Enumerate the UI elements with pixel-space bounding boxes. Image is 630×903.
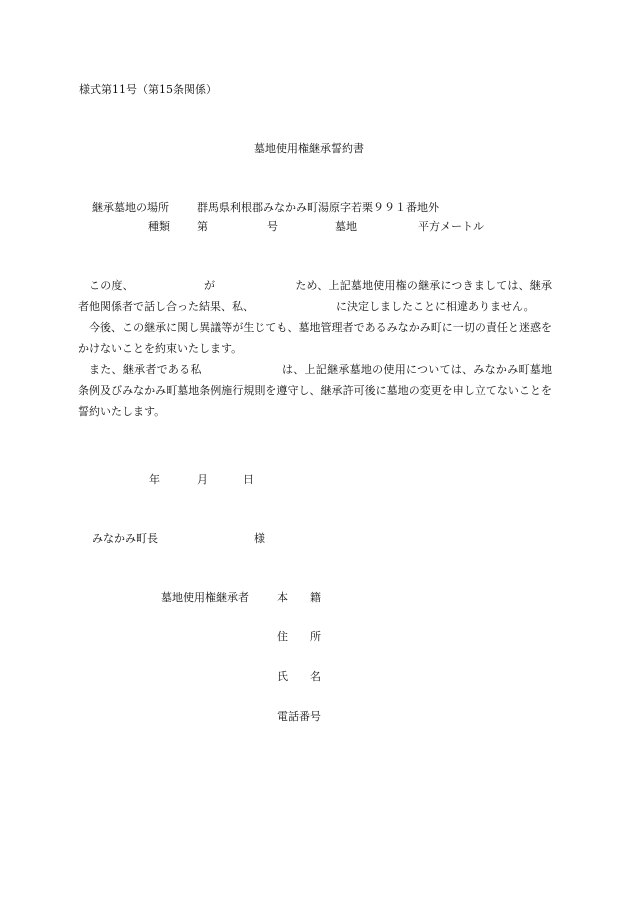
successor-label: 墓地使用権継承者	[161, 591, 249, 604]
plot-dai: 第	[197, 220, 208, 233]
field-denwa: 電話番号	[277, 710, 321, 723]
field-shimei: 氏 名	[277, 670, 321, 683]
document-title: 墓地使用権継承誓約書	[254, 142, 364, 155]
p1-part-a: この度、	[89, 279, 134, 292]
field-honseki: 本 籍	[277, 591, 321, 604]
addressee-name: みなかみ町長	[92, 532, 158, 545]
paragraph-3	[78, 359, 552, 422]
p1-part-c: ため、上記墓地使用権の継承につきましては、継承者他関係者で話し合った結果、私、	[78, 279, 552, 313]
form-label: 様式第11号（第15条関係）	[79, 83, 217, 96]
paragraph-1	[78, 275, 552, 317]
date-day: 日	[243, 473, 254, 486]
field-jusho: 住 所	[277, 630, 321, 643]
plot-bochi: 墓地	[335, 220, 357, 233]
p1-part-d: に決定しましたことに相違ありません。	[336, 300, 535, 313]
location-label: 継承墓地の場所	[92, 201, 169, 214]
p3-part-b: は、上記継承墓地の使用については、みなかみ町墓地条例及びみなかみ町墓地条例施行規則を遵守し、継承許可後に墓地の変更を申し立てないことを誓約いたします。	[78, 363, 553, 418]
addressee-honorific: 様	[254, 532, 265, 545]
date-year: 年	[149, 473, 160, 486]
body-text	[78, 275, 552, 422]
plot-area-unit: 平方メートル	[418, 220, 484, 233]
type-label: 種類	[148, 220, 170, 233]
paragraph-2: 今後、この継承に関し異議等が生じても、墓地管理者であるみなかみ町に一切の責任と迷惑をかけないことを約束いたします。	[78, 321, 552, 355]
p3-part-a: また、継承者である私	[89, 363, 202, 376]
plot-go: 号	[267, 220, 278, 233]
location-value: 群馬県利根郡みなかみ町湯原字若栗９９１番地外	[197, 201, 439, 214]
p1-part-b: が	[203, 279, 216, 292]
date-month: 月	[197, 473, 208, 486]
